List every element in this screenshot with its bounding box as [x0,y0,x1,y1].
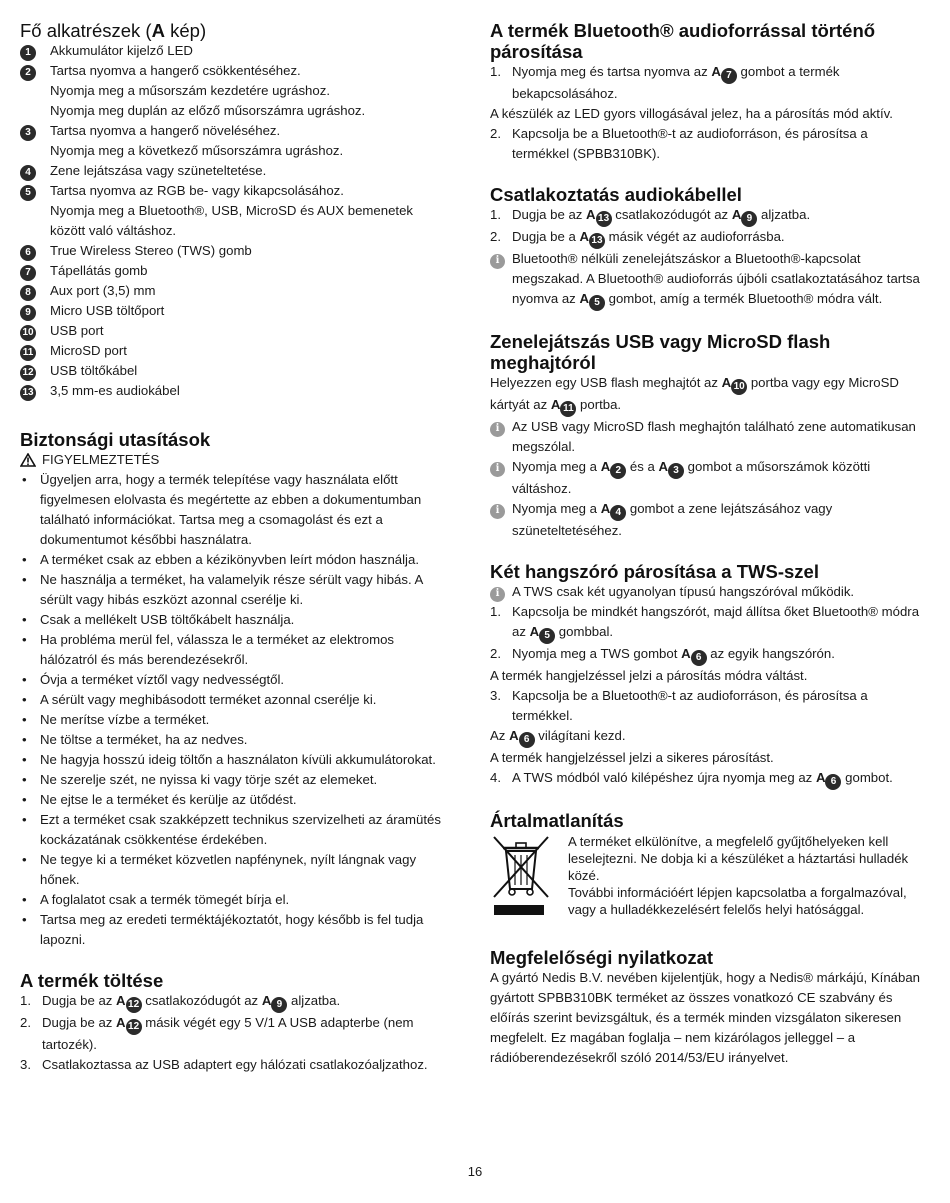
number-badge: 12 [126,997,142,1013]
tws-step-1: 1. Kapcsolja be mindkét hangszórót, majd állítsa őket Bluetooth® módra az A 5 gombbal. [490,602,920,644]
safety-bullet: • A sérült vagy meghibásodott terméket azonnal cserélje ki. [22,692,377,707]
aux-section [490,184,920,311]
parts-item-text: MicroSD port [50,343,127,358]
right-column [490,20,920,1088]
conformity-title: Megfelelőségi nyilatkozat [490,947,714,968]
bt-title: A termék Bluetooth® audioforrással történő párosítása [490,20,876,62]
badge-11: 11 [560,401,576,417]
parts-item-text: Nyomja meg duplán az előző műsorszámra ugráshoz. [50,103,366,118]
parts-item-text: Nyomja meg a műsorszám kezdetére ugráshoz. [50,83,330,98]
number-badge: 6 [20,245,36,261]
parts-list-item [20,261,445,281]
number-badge: 2 [20,65,36,81]
safety-list [20,470,445,950]
warning-row [20,450,445,470]
page-number: 16 [467,1164,483,1179]
number-badge: 5 [20,185,36,201]
number-badge: 12 [126,1019,142,1035]
disposal-text-1: A terméket elkülönítve, a megfelelő gyűjtőhelyeken kell leselejtezni. Ne dobja ki a készüléket a háztartási hulladék közé. [568,834,909,883]
charging-steps [20,991,445,1075]
parts-list-item [20,121,445,161]
badge-5: 5 [539,628,555,644]
parts-list-item [20,241,445,261]
safety-bullet: • Ha probléma merül fel, válassza le a terméket az elektromos hálózatról és más berendezésekről. [22,632,395,667]
safety-title: Biztonsági utasítások [20,429,211,450]
main-parts-section [20,20,445,401]
charging-title: A termék töltése [20,970,164,991]
warning-triangle-icon [20,453,36,467]
tws-step-2: 2. Nyomja meg a TWS gombot A 6 az egyik hangszórón. [490,644,920,666]
parts-list-item [20,281,445,301]
parts-item-text: Akkumulátor kijelző LED [50,43,193,58]
badge-2: 2 [610,463,626,479]
parts-item-text: USB töltőkábel [50,363,138,378]
bt-note: A készülék az LED gyors villogásával jelez, ha a párosítás mód aktív. [490,106,893,121]
parts-list-item [20,301,445,321]
parts-list-item [20,161,445,181]
parts-item-text: True Wireless Stereo (TWS) gomb [50,243,252,258]
info-icon: i [490,254,505,269]
info-icon: i [490,587,505,602]
left-column [20,20,445,1095]
parts-item-text: Tartsa nyomva a hangerő növeléséhez. [50,123,281,138]
safety-bullet: • Ne merítse vízbe a terméket. [22,712,210,727]
safety-bullet: • Ügyeljen arra, hogy a termék telepítése vagy használata előtt figyelmesen elolvasta és megértette az ebben a dokumentumban található információkat. Tartsa meg a csomagolást és ezt a dokumentumot későbbi használatra. [22,472,422,547]
number-badge: 1 [20,45,36,61]
safety-bullet: • Ne töltse a terméket, ha az nedves. [22,732,248,747]
charging-section [20,970,445,1075]
safety-bullet: • Ne használja a terméket, ha valamelyik része sérült vagy hibás. A sérült vagy hibás eszközt azonnal cserélje ki. [22,572,423,607]
number-badge: 10 [20,325,36,341]
badge-6: 6 [825,774,841,790]
parts-list-item [20,341,445,361]
number-badge: 9 [271,997,287,1013]
safety-bullet: • Ne ejtse le a terméket és kerülje az ütődést. [22,792,297,807]
parts-item-text: Nyomja meg a Bluetooth®, USB, MicroSD és AUX bemenetek között való váltáshoz. [50,203,414,238]
safety-section [20,429,445,950]
disposal-text-2: További információért lépjen kapcsolatba a forgalmazóval, vagy a hulladékkezelésért felelős helyi hatósággal. [568,885,907,917]
number-badge: 7 [20,265,36,281]
safety-bullet: • Ne szerelje szét, ne nyissa ki vagy törje szét az elemeket. [22,772,378,787]
info-icon: i [490,422,505,437]
badge-9: 9 [741,211,757,227]
safety-bullet: • A terméket csak az ebben a kézikönyvben leírt módon használja. [22,552,419,567]
safety-bullet: • Ne tegye ki a terméket közvetlen napfénynek, nyílt lángnak vagy hőnek. [22,852,417,887]
number-badge: 13 [20,385,36,401]
aux-step-1: 1. Dugja be az A 13 csatlakozódugót az A 9 aljzatba. [490,205,920,227]
bt-section [490,20,920,164]
info-icon: i [490,462,505,477]
bt-step-1: 1. Nyomja meg és tartsa nyomva az A 7 gombot a termék bekapcsolásához. [490,64,840,101]
number-badge: 4 [20,165,36,181]
usb-info-2: i Nyomja meg a A 2 és a A 3 gombot a műsorszámok közötti váltáshoz. [490,457,920,499]
tws-step-3: 3. Kapcsolja be a Bluetooth®-t az audioforráson, és párosítsa a termékkel. [490,688,868,723]
badge-7: 7 [721,68,737,84]
badge-5: 5 [589,295,605,311]
parts-item-text: 3,5 mm-es audiokábel [50,383,180,398]
number-badge: 9 [20,305,36,321]
tws-section [490,561,920,790]
parts-list-item [20,321,445,341]
tws-info: i A TWS csak két ugyanolyan típusú hangszóróval működik. [490,582,920,602]
parts-item-text: USB port [50,323,104,338]
crossed-out-wheelie-bin-icon [490,833,554,921]
badge-13: 13 [589,233,605,249]
usb-info-3: i Nyomja meg a A 4 gombot a zene lejátszásához vagy szüneteltetéséhez. [490,499,920,541]
parts-list-item [20,381,445,401]
badge-3: 3 [668,463,684,479]
usb-title: Zenelejátszás USB vagy MicroSD flash meghajtóról [490,331,831,373]
safety-bullet: • A foglalatot csak a termék tömegét bírja el. [22,892,290,907]
safety-bullet: • Ezt a terméket csak szakképzett technikus szervizelheti az áramütés kockázatának csökkentése érdekében. [22,812,441,847]
charging-step: 1. Dugja be az A 12 csatlakozódugót az A 9 aljzatba. [20,991,445,1013]
number-badge: 3 [20,125,36,141]
info-icon: i [490,504,505,519]
usb-section [490,331,920,541]
safety-bullet: • Csak a mellékelt USB töltőkábelt használja. [22,612,295,627]
tws-note-2: Az A 6 világítani kezd. [490,726,920,748]
bt-step-2: 2. Kapcsolja be a Bluetooth®-t az audioforráson, és párosítsa a termékkel (SPBB310BK). [490,126,868,161]
safety-bullet: • Tartsa meg az eredeti terméktájékoztatót, hogy később is fel tudja lapozni. [22,912,424,947]
number-badge: 12 [20,365,36,381]
badge-6: 6 [691,650,707,666]
safety-bullet: • Óvja a terméket víztől vagy nedvességtől. [22,672,285,687]
parts-item-text: Micro USB töltőport [50,303,165,318]
badge-4: 4 [610,505,626,521]
aux-step-2: 2. Dugja be a A 13 másik végét az audioforrásba. [490,227,920,249]
aux-title: Csatlakoztatás audiokábellel [490,184,742,205]
parts-item-text: Zene lejátszása vagy szüneteltetése. [50,163,267,178]
parts-list [20,41,445,401]
number-badge: 11 [20,345,36,361]
disposal-section [490,810,920,927]
safety-bullet: • Ne hagyja hosszú ideig töltőn a használaton kívüli akkumulátorokat. [22,752,436,767]
main-parts-title: Fő alkatrészek (A kép) [20,20,207,41]
parts-item-text: Tartsa nyomva az RGB be- vagy kikapcsolásához. [50,183,344,198]
parts-item-text: Nyomja meg a következő műsorszámra ugráshoz. [50,143,344,158]
parts-item-text: Tápellátás gomb [50,263,148,278]
usb-intro: Helyezzen egy USB flash meghajtót az A 10 portba vagy egy MicroSD kártyát az A 11 portba. [490,373,920,417]
parts-list-item [20,61,445,121]
tws-note-3: A termék hangjelzéssel jelzi a sikeres párosítást. [490,750,774,765]
conformity-text: A gyártó Nedis B.V. nevében kijelentjük, hogy a Nedis® márkájú, Kínában gyártott SPBB310BK terméket az összes vonatkozó CE szabvány és előírás szerint bevizsgáltuk, és a termék minden vizsgálaton sikeresen megfelelt. Ez magában foglalja – nem kizárólagos jelleggel – a rádióberendezésekről szóló 2014/53/EU irányelvet. [490,970,921,1065]
tws-step-4: 4. A TWS módból való kilépéshez újra nyomja meg az A 6 gombot. [490,768,920,790]
tws-note-1: A termék hangjelzéssel jelzi a párosítás módra váltást. [490,668,808,683]
parts-item-text: Aux port (3,5) mm [50,283,156,298]
charging-step: 3. Csatlakoztassa az USB adaptert egy hálózati csatlakozóaljzathoz. [20,1057,428,1072]
warning-label: FIGYELMEZTETÉS [42,452,160,467]
conformity-section [490,947,920,1068]
number-badge: 8 [20,285,36,301]
parts-item-text: Tartsa nyomva a hangerő csökkentéséhez. [50,63,301,78]
aux-info: i Bluetooth® nélküli zenelejátszáskor a Bluetooth®-kapcsolat megszakad. A Bluetooth® audioforrás újbóli csatlakoztatásához tartsa nyomva az A 5 gombot, amíg a termék Bluetooth® módra vált. [490,249,920,311]
parts-list-item [20,181,445,241]
parts-list-item [20,41,445,61]
usb-info-1: i Az USB vagy MicroSD flash meghajtón található zene automatikusan megszólal. [490,417,920,457]
badge-6: 6 [519,732,535,748]
parts-list-item [20,361,445,381]
charging-step: 2. Dugja be az A 12 másik végét egy 5 V/1 A USB adapterbe (nem tartozék). [20,1015,414,1052]
badge-13: 13 [596,211,612,227]
badge-10: 10 [731,379,747,395]
disposal-title: Ártalmatlanítás [490,810,624,831]
tws-title: Két hangszóró párosítása a TWS-szel [490,561,819,582]
